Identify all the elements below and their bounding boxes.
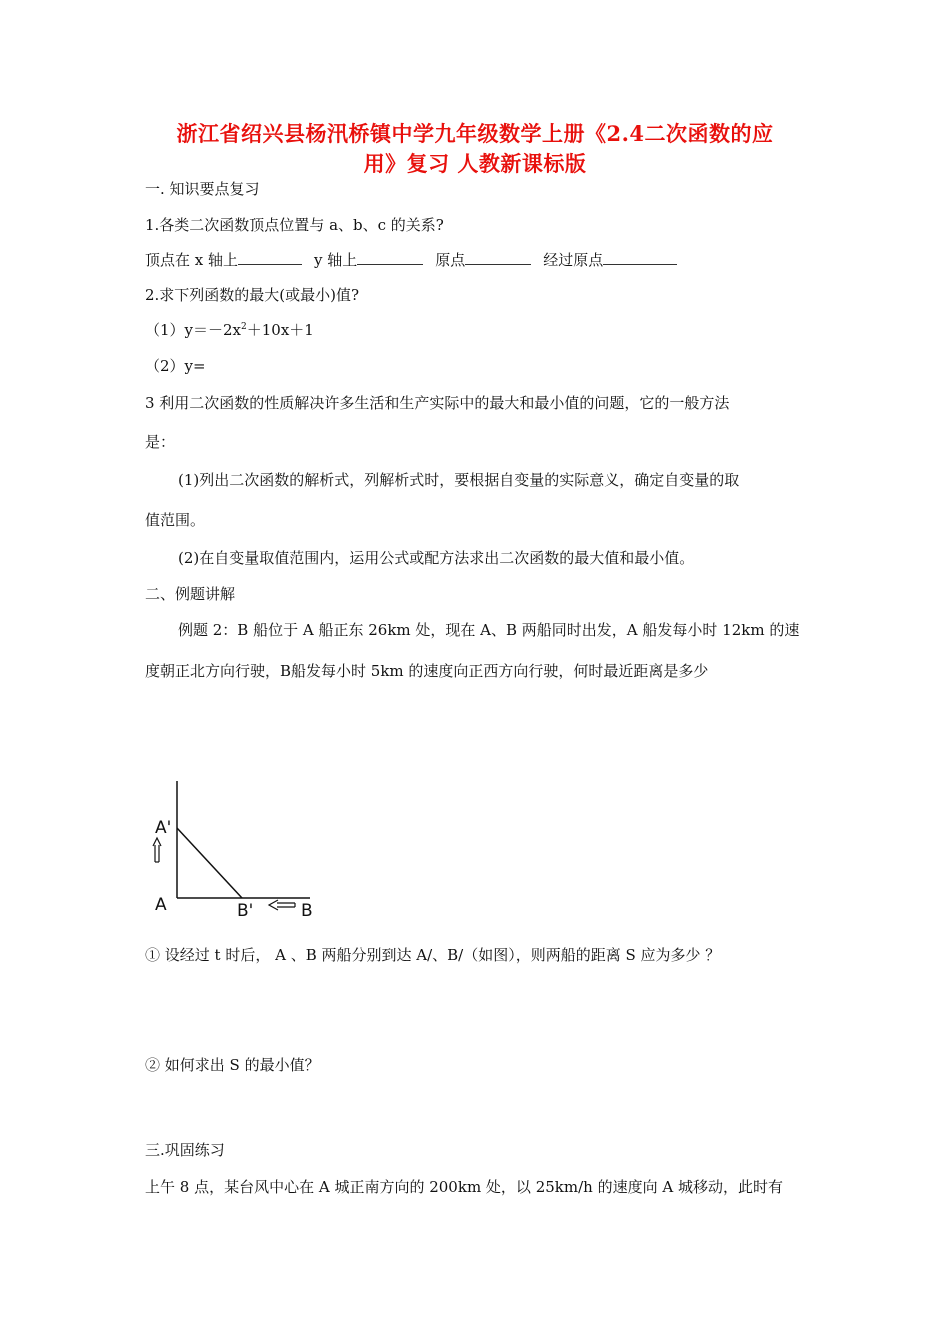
document-title-line-2: 用》复习 人教新课标版: [363, 151, 587, 176]
question-2-item-1: [145, 320, 314, 340]
answer-blank[interactable]: [357, 250, 423, 265]
blank-label-through-origin: 经过原点: [543, 251, 604, 269]
exercise-text-line-1: 上午 8 点，某台风中心在 A 城正南方向的 200km 处，以 25km/h 的速度向 A 城移动，此时有: [145, 1178, 783, 1196]
answer-blank[interactable]: [238, 250, 302, 265]
label-a: A: [155, 895, 167, 915]
example-2-line-1: 例题 2：B 船位于 A 船正东 26km 处，现在 A、B 两船同时出发，A 船发每小时 12km 的速: [178, 621, 800, 639]
function-expression-part: ＋10x＋1: [246, 321, 314, 339]
function-expression-part: （1）y＝－2x: [145, 321, 242, 339]
step-1-line-1: (1)列出二次函数的解析式，列解析式时，要根据自变量的实际意义，确定自变量的取: [178, 471, 740, 489]
label-b-prime: B': [237, 901, 254, 921]
section-3-heading: 三.巩固练习: [145, 1141, 225, 1159]
blank-label-y-axis: y 轴上: [314, 251, 358, 269]
question-2: 2.求下列函数的最大(或最小)值?: [145, 286, 360, 304]
west-arrow-icon: [269, 900, 295, 910]
step-2: (2)在自变量取值范围内，运用公式或配方法求出二次函数的最大值和最小值。: [178, 549, 695, 567]
step-1-line-2: 值范围。: [145, 511, 206, 529]
question-2-item-2: （2）y=: [145, 357, 206, 375]
blank-label-origin: 原点: [435, 251, 466, 269]
answer-blank[interactable]: [465, 250, 531, 265]
example-2-line-2: 度朝正北方向行驶，B船发每小时 5km 的速度向正西方向行驶，何时最近距离是多少: [145, 662, 709, 680]
blank-label-x-axis: 顶点在 x 轴上: [145, 251, 238, 269]
north-arrow-icon: [153, 838, 161, 862]
ship-diagram: [145, 775, 325, 925]
document-title-line-1: 浙江省绍兴县杨汛桥镇中学九年级数学上册《2.4二次函数的应: [176, 121, 774, 146]
exponent: 2: [241, 322, 247, 332]
answer-blank[interactable]: [603, 250, 677, 265]
question-3-line-2: 是：: [145, 433, 176, 451]
label-b: B: [301, 901, 313, 921]
example-question-1: ① 设经过 t 时后， A 、B 两船分别到达 A/、B/（如图），则两船的距离 S 应为多少 ？: [145, 946, 721, 964]
section-1-heading: 一. 知识要点复习: [145, 180, 260, 198]
question-1: 1.各类二次函数顶点位置与 a、b、c 的关系?: [145, 216, 444, 234]
distance-line: [177, 828, 242, 898]
question-1-blanks: [145, 250, 677, 270]
label-a-prime: A': [155, 818, 172, 838]
section-2-heading: 二、例题讲解: [145, 585, 236, 603]
example-question-2: ② 如何求出 S 的最小值？: [145, 1056, 320, 1074]
question-3-line-1: 3 利用二次函数的性质解决许多生活和生产实际中的最大和最小值的问题，它的一般方法: [145, 394, 730, 412]
